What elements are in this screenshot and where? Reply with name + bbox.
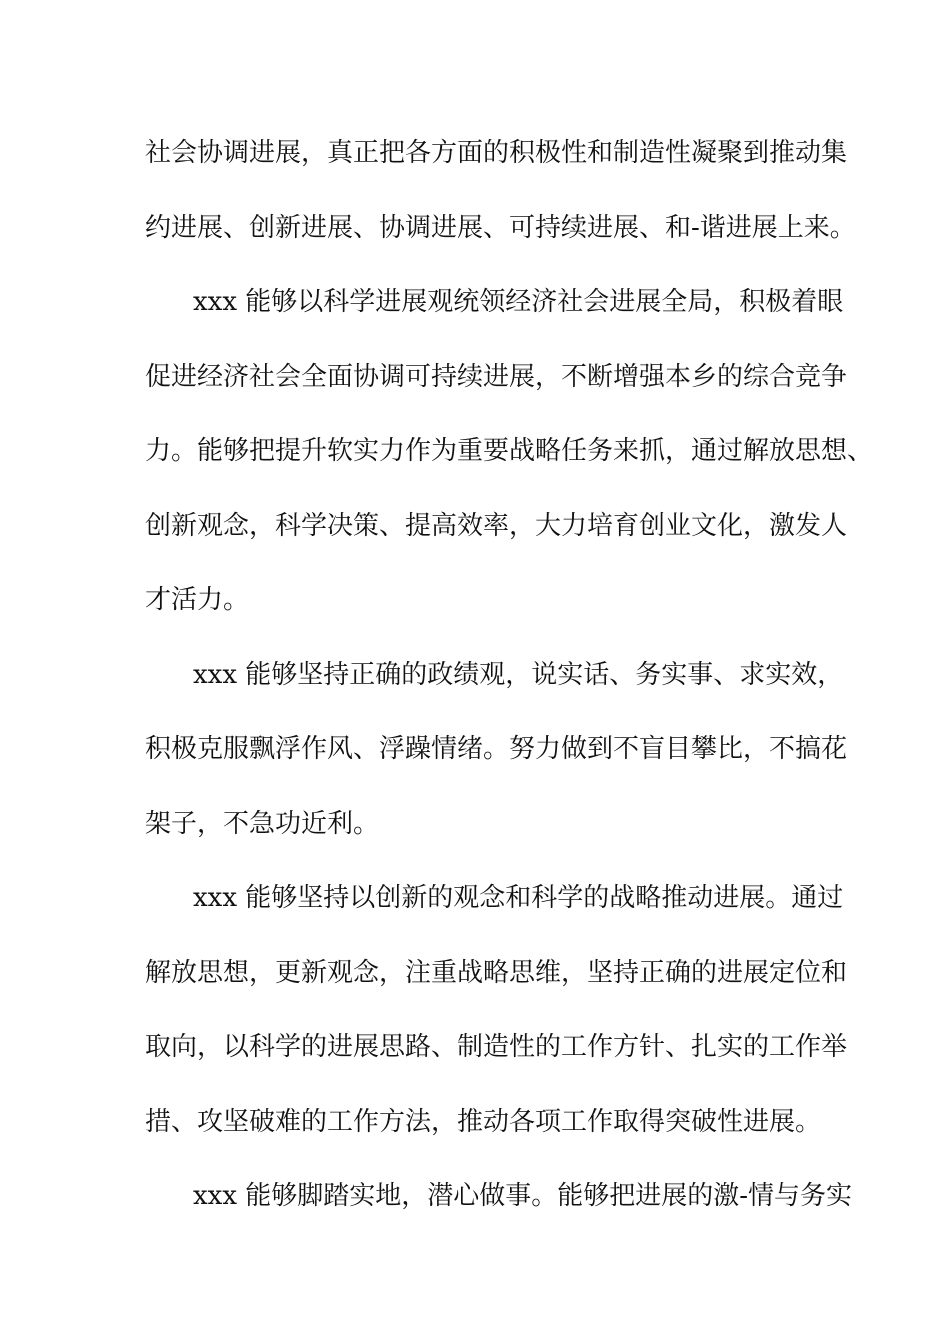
text-line: 创新观念，科学决策、提高效率，大力培育创业文化，激发人	[145, 510, 848, 541]
text-line: 力。能够把提升软实力作为重要战略任务来抓，通过解放思想、	[145, 436, 874, 466]
text-line: 架子，不急功近利。	[145, 808, 380, 839]
text-line-indented: xxx 能够以科学进展观统领经济社会进展全局，积极着眼	[193, 287, 844, 317]
text-line-indented: xxx 能够坚持以创新的观念和科学的战略推动进展。通过	[193, 883, 844, 913]
text-line: 解放思想，更新观念，注重战略思维，坚持正确的进展定位和	[145, 957, 848, 988]
text-line: 才活力。	[145, 585, 250, 615]
text-line: 取向，以科学的进展思路、制造性的工作方针、扎实的工作举	[145, 1032, 848, 1062]
text-line-indented: xxx 能够脚踏实地，潜心做事。能够把进展的激-情与务实	[193, 1181, 853, 1211]
text-line: 社会协调进展，真正把各方面的积极性和制造性凝聚到推动集	[145, 138, 848, 168]
text-line: 约进展、创新进展、协调进展、可持续进展、和-谐进展上来。	[145, 212, 856, 243]
text-line-indented: xxx 能够坚持正确的政绩观，说实话、务实事、求实效，	[193, 659, 844, 690]
text-line: 促进经济社会全面协调可持续进展，不断增强本乡的综合竞争	[145, 361, 848, 392]
text-line: 措、攻坚破难的工作方法，推动各项工作取得突破性进展。	[145, 1106, 822, 1137]
text-line: 积极克服飘浮作风、浮躁情绪。努力做到不盲目攀比，不搞花	[145, 734, 848, 764]
document-body	[145, 130, 874, 1248]
